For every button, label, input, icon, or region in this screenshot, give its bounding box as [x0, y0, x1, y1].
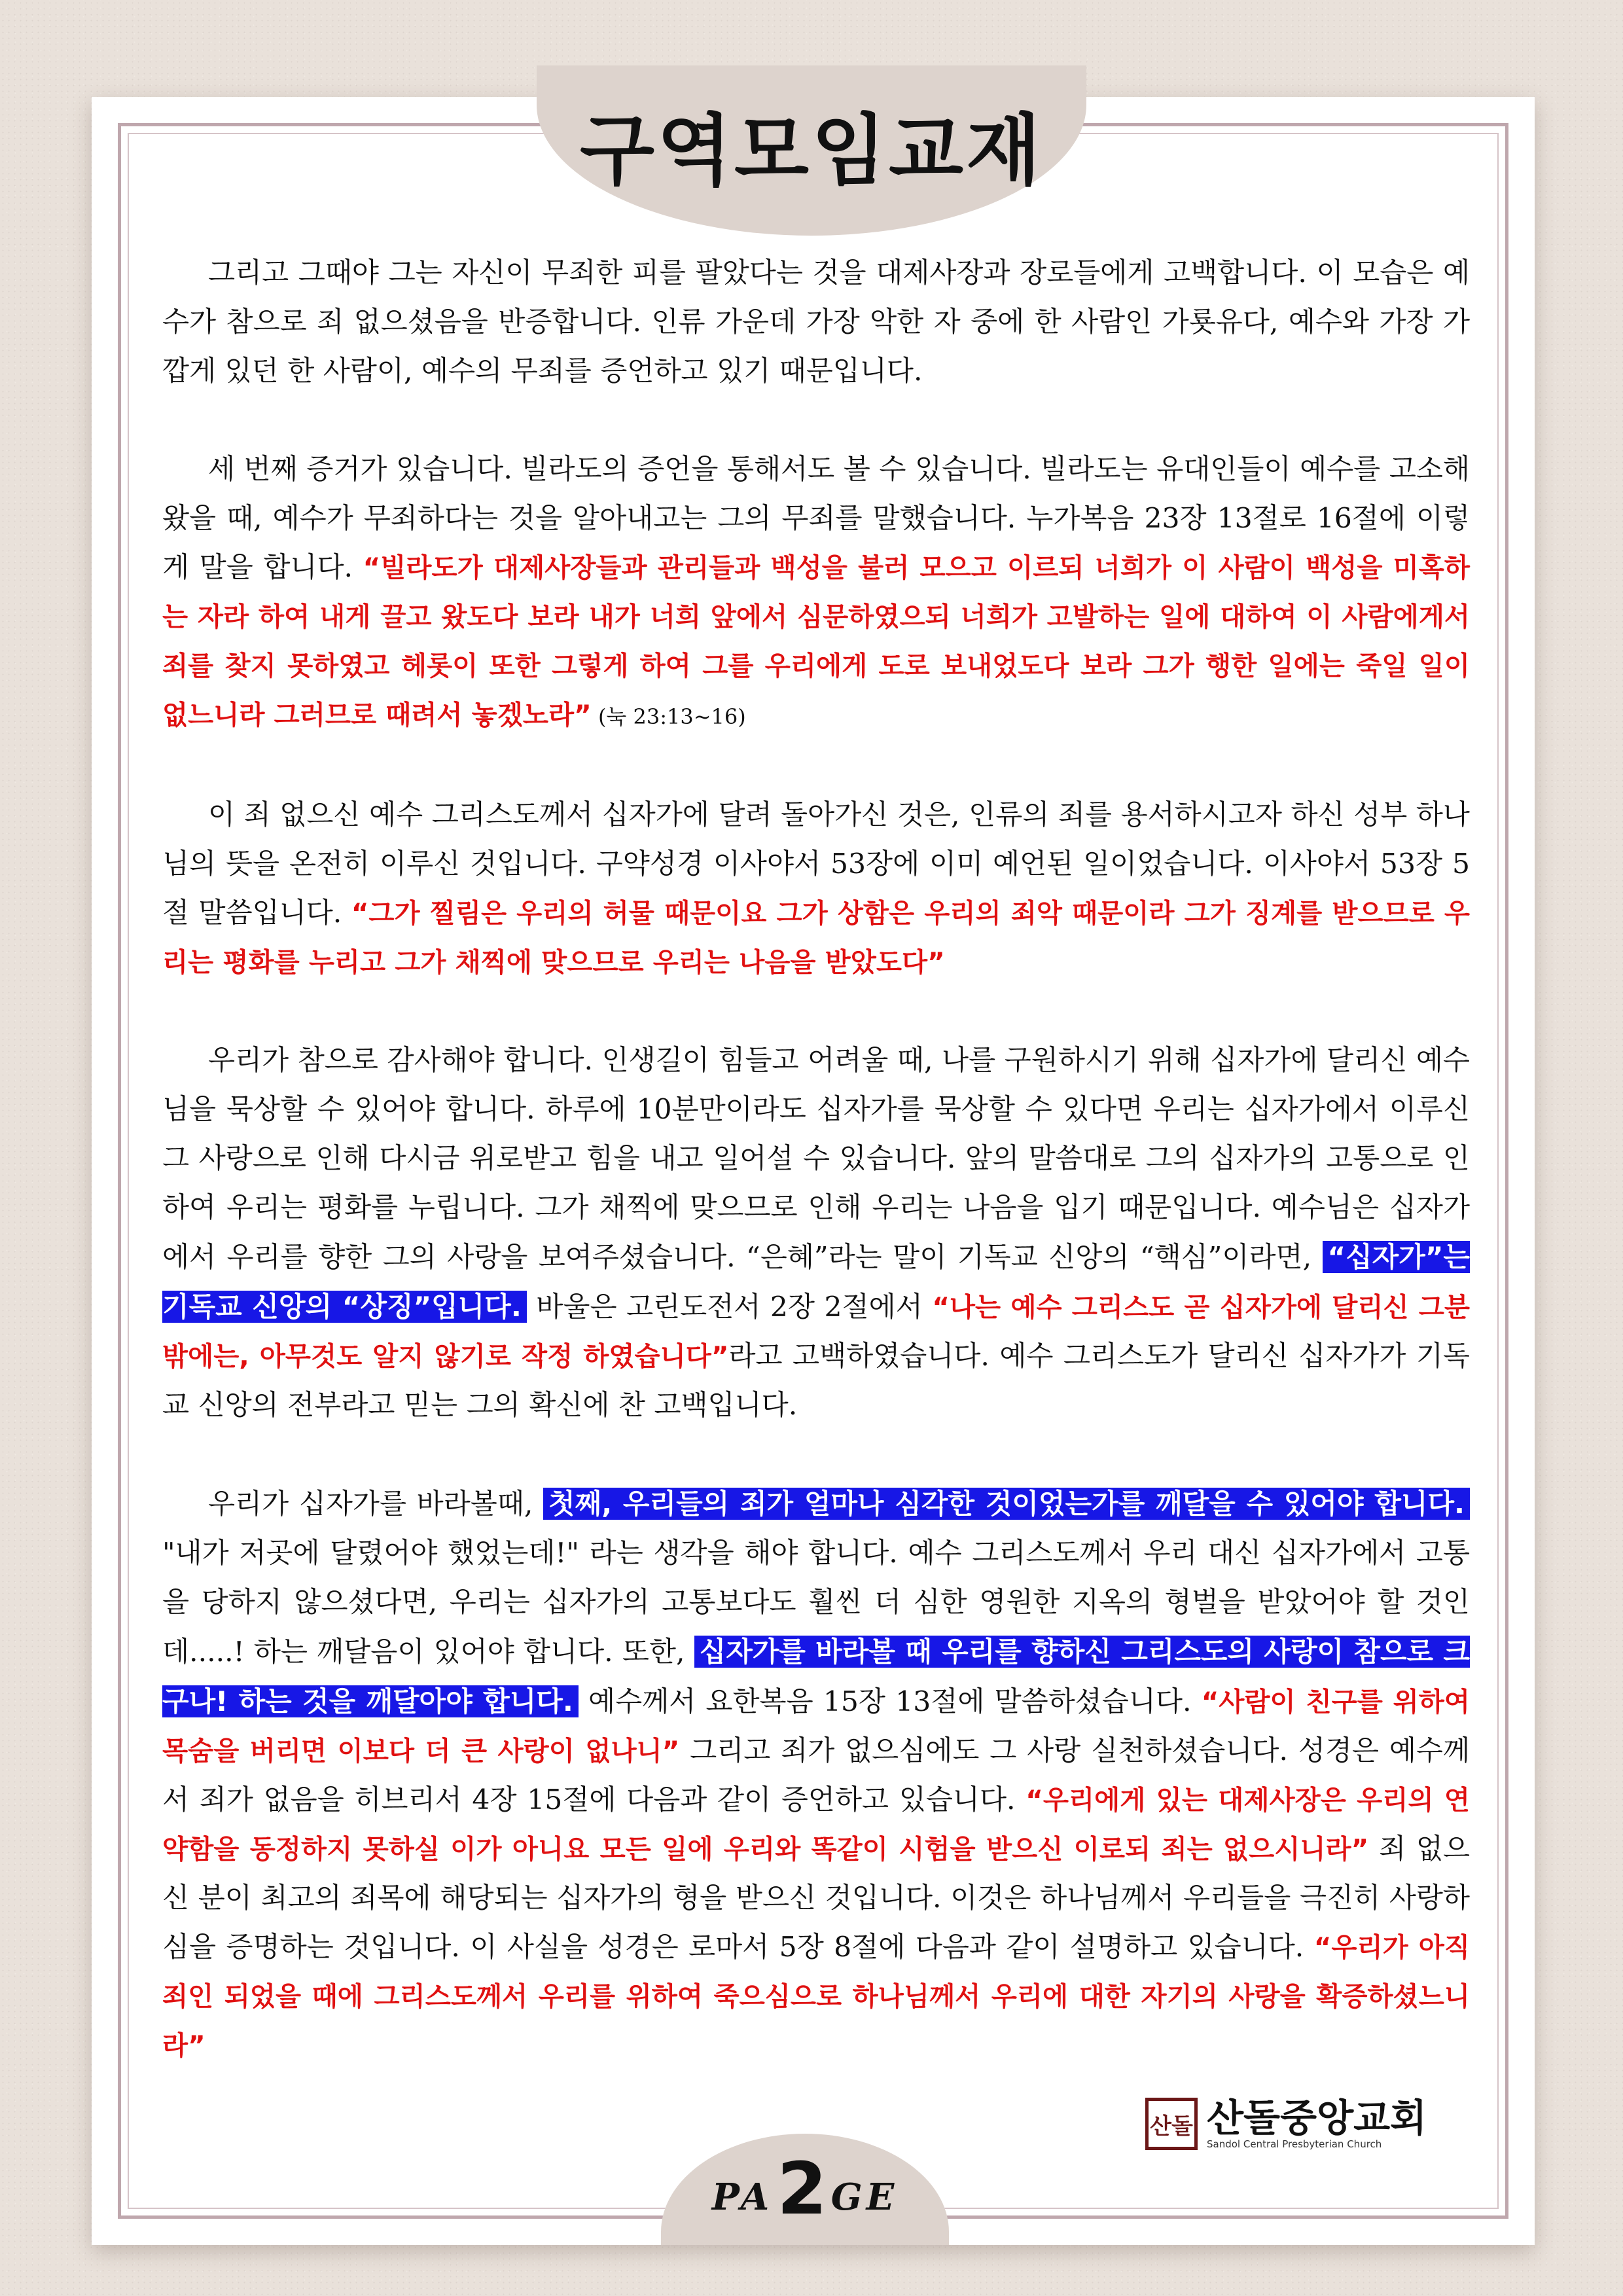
paragraph-4 [162, 1036, 1470, 1430]
scripture-quote-luke: “빌라도가 대제사장들과 관리들과 백성을 불러 모으고 이르되 너희가 이 사람이 백성을 미혹하는 자라 하여 내게 끌고 왔도다 보라 내가 너희 앞에서 심문하였으되 너희가 고발하는 일에 대하여 이 사람에게서 죄를 찾지 못하였고 헤롯이 또한 그렇게 하여 그를 우리에게 도로 보내었도다 보라 그가 행한 일에는 죽일 일이 없느니라 그러므로 때려서 놓겠노라” [162, 552, 1470, 730]
paragraph-text: 예수께서 요한복음 15장 13절에 말씀하셨습니다. [578, 1686, 1202, 1718]
scripture-quote-romans: “우리가 아직 죄인 되었을 때에 그리스도께서 우리를 위하여 죽으심으로 하나님께서 우리에 대한 자기의 사랑을 확증하셨느니라” [162, 1931, 1470, 2061]
church-logo-icon: 산돌 [1145, 2098, 1198, 2150]
paragraph-text: 그리고 죄가 없으심에도 그 사랑 실천하셨습니다. 성경은 예수께서 죄가 없음을 히브리서 4장 15절에 다음과 같이 증언하고 있습니다. [162, 1735, 1470, 1816]
paragraph-3 [162, 791, 1470, 987]
church-logo [1145, 2094, 1486, 2153]
page-number-label [661, 2147, 949, 2231]
church-name-english: Sandol Central Presbyterian Church [1207, 2138, 1382, 2150]
paragraph-text: 죄 없으신 분이 최고의 죄목에 해당되는 십자가의 형을 받으신 것입니다. 이것은 하나님께서 우리들을 극진히 사랑하심을 증명하는 것입니다. 이 사실을 성경은 로마서 5장 8절에 다음과 같이 설명하고 있습니다. [162, 1833, 1470, 1964]
paragraph-1 [162, 249, 1470, 396]
scripture-quote-corinthians: “나는 예수 그리스도 곧 십자가에 달리신 그분 밖에는, 아무것도 알지 않기로 작정 하였습니다” [162, 1291, 1471, 1372]
scripture-reference: (눅 23:13~16) [591, 704, 746, 729]
page-prefix: PA [711, 2176, 774, 2219]
paragraph-text: 우리가 십자가를 바라볼때, [208, 1488, 544, 1520]
highlight-second-point: 십자가를 바라볼 때 우리를 향하신 그리스도의 사랑이 참으로 크구나! 하는 것을 깨달아야 합니다. [162, 1636, 1470, 1717]
document-body [162, 249, 1470, 2070]
paragraph-text: 우리가 참으로 감사해야 합니다. 인생길이 힘들고 어려울 때, 나를 구원하시기 위해 십자가에 달리신 예수님을 묵상할 수 있어야 합니다. 하루에 10분만이라도 십자가를 묵상할 수 있다면 우리는 십자가에서 이루신 그 사랑으로 인해 다시금 위로받고 힘을 내고 일어설 수 있습니다. 앞의 말씀대로 그의 십자가의 고통으로 인하여 우리는 평화를 누립니다. 그가 채찍에 맞으므로 인해 우리는 나음을 입기 때문입니다. 예수님은 십자가에서 우리를 향한 그의 사랑을 보여주셨습니다. “은혜”라는 말이 기독교 신앙의 “핵심”이라면, [162, 1045, 1470, 1274]
church-name: 산돌중앙교회 [1207, 2096, 1427, 2140]
highlight-first-point: 첫째, 우리들의 죄가 얼마나 심각한 것이었는가를 깨달을 수 있어야 합니다. [543, 1488, 1470, 1520]
paragraph-2 [162, 445, 1470, 742]
paragraph-text: 그리고 그때야 그는 자신이 무죄한 피를 팔았다는 것을 대제사장과 장로들에게 고백합니다. 이 모습은 예수가 참으로 죄 없으셨음을 반증합니다. 인류 가운데 가장 악한 자 중에 한 사람인 가룟유다, 예수와 가장 가깝게 있던 한 사람이, 예수의 무죄를 증언하고 있기 때문입니다. [162, 257, 1470, 387]
page-title: 구역모임교재 [580, 105, 1043, 196]
scripture-quote-hebrews: “우리에게 있는 대제사장은 우리의 연약함을 동정하지 못하실 이가 아니요 모든 일에 우리와 똑같이 시험을 받으신 이로되 죄는 없으시니라” [162, 1784, 1470, 1865]
highlight-cross-symbol: “십자가”는 기독교 신앙의 “상징”입니다. [162, 1241, 1470, 1323]
paragraph-text: 바울은 고린도전서 2장 2절에서 [526, 1291, 933, 1323]
paragraph-text: 라고 고백하였습니다. 예수 그리스도가 달리신 십자가가 기독교 신앙의 전부라고 믿는 그의 확신에 찬 고백입니다. [162, 1340, 1470, 1422]
page-number: 2 [777, 2147, 827, 2231]
scripture-quote-isaiah: “그가 찔림은 우리의 허물 때문이요 그가 상함은 우리의 죄악 때문이라 그가 징계를 받으므로 우리는 평화를 누리고 그가 채찍에 맞으므로 우리는 나음을 받았도다” [162, 897, 1471, 978]
paragraph-text: "내가 저곳에 달렸어야 했었는데!" 라는 생각을 해야 합니다. 예수 그리스도께서 우리 대신 십자가에서 고통을 당하지 않으셨다면, 우리는 십자가의 고통보다도 훨씬 더 심한 영원한 지옥의 형벌을 받았어야 할 것인데.....! 하는 깨달음이 있어야 합니다. 또한, [162, 1537, 1470, 1668]
church-logo-text [1207, 2098, 1427, 2150]
paragraph-text: 세 번째 증거가 있습니다. 빌라도의 증언을 통해서도 볼 수 있습니다. 빌라도는 유대인들이 예수를 고소해 왔을 때, 예수가 무죄하다는 것을 알아내고는 그의 무죄를 말했습니다. 누가복음 23장 13절로 16절에 이렇게 말을 합니다. [162, 454, 1470, 584]
scripture-quote-john: “사람이 친구를 위하여 목숨을 버리면 이보다 더 큰 사랑이 없나니” [162, 1686, 1470, 1767]
paragraph-5 [162, 1479, 1470, 2070]
paragraph-text: 이 죄 없으신 예수 그리스도께서 십자가에 달려 돌아가신 것은, 인류의 죄를 용서하시고자 하신 성부 하나님의 뜻을 온전히 이루신 것입니다. 구약성경 이사야서 53장에 이미 예언된 일이었습니다. 이사야서 53장 5절 말씀입니다. [162, 799, 1470, 929]
page-suffix: GE [830, 2176, 899, 2219]
